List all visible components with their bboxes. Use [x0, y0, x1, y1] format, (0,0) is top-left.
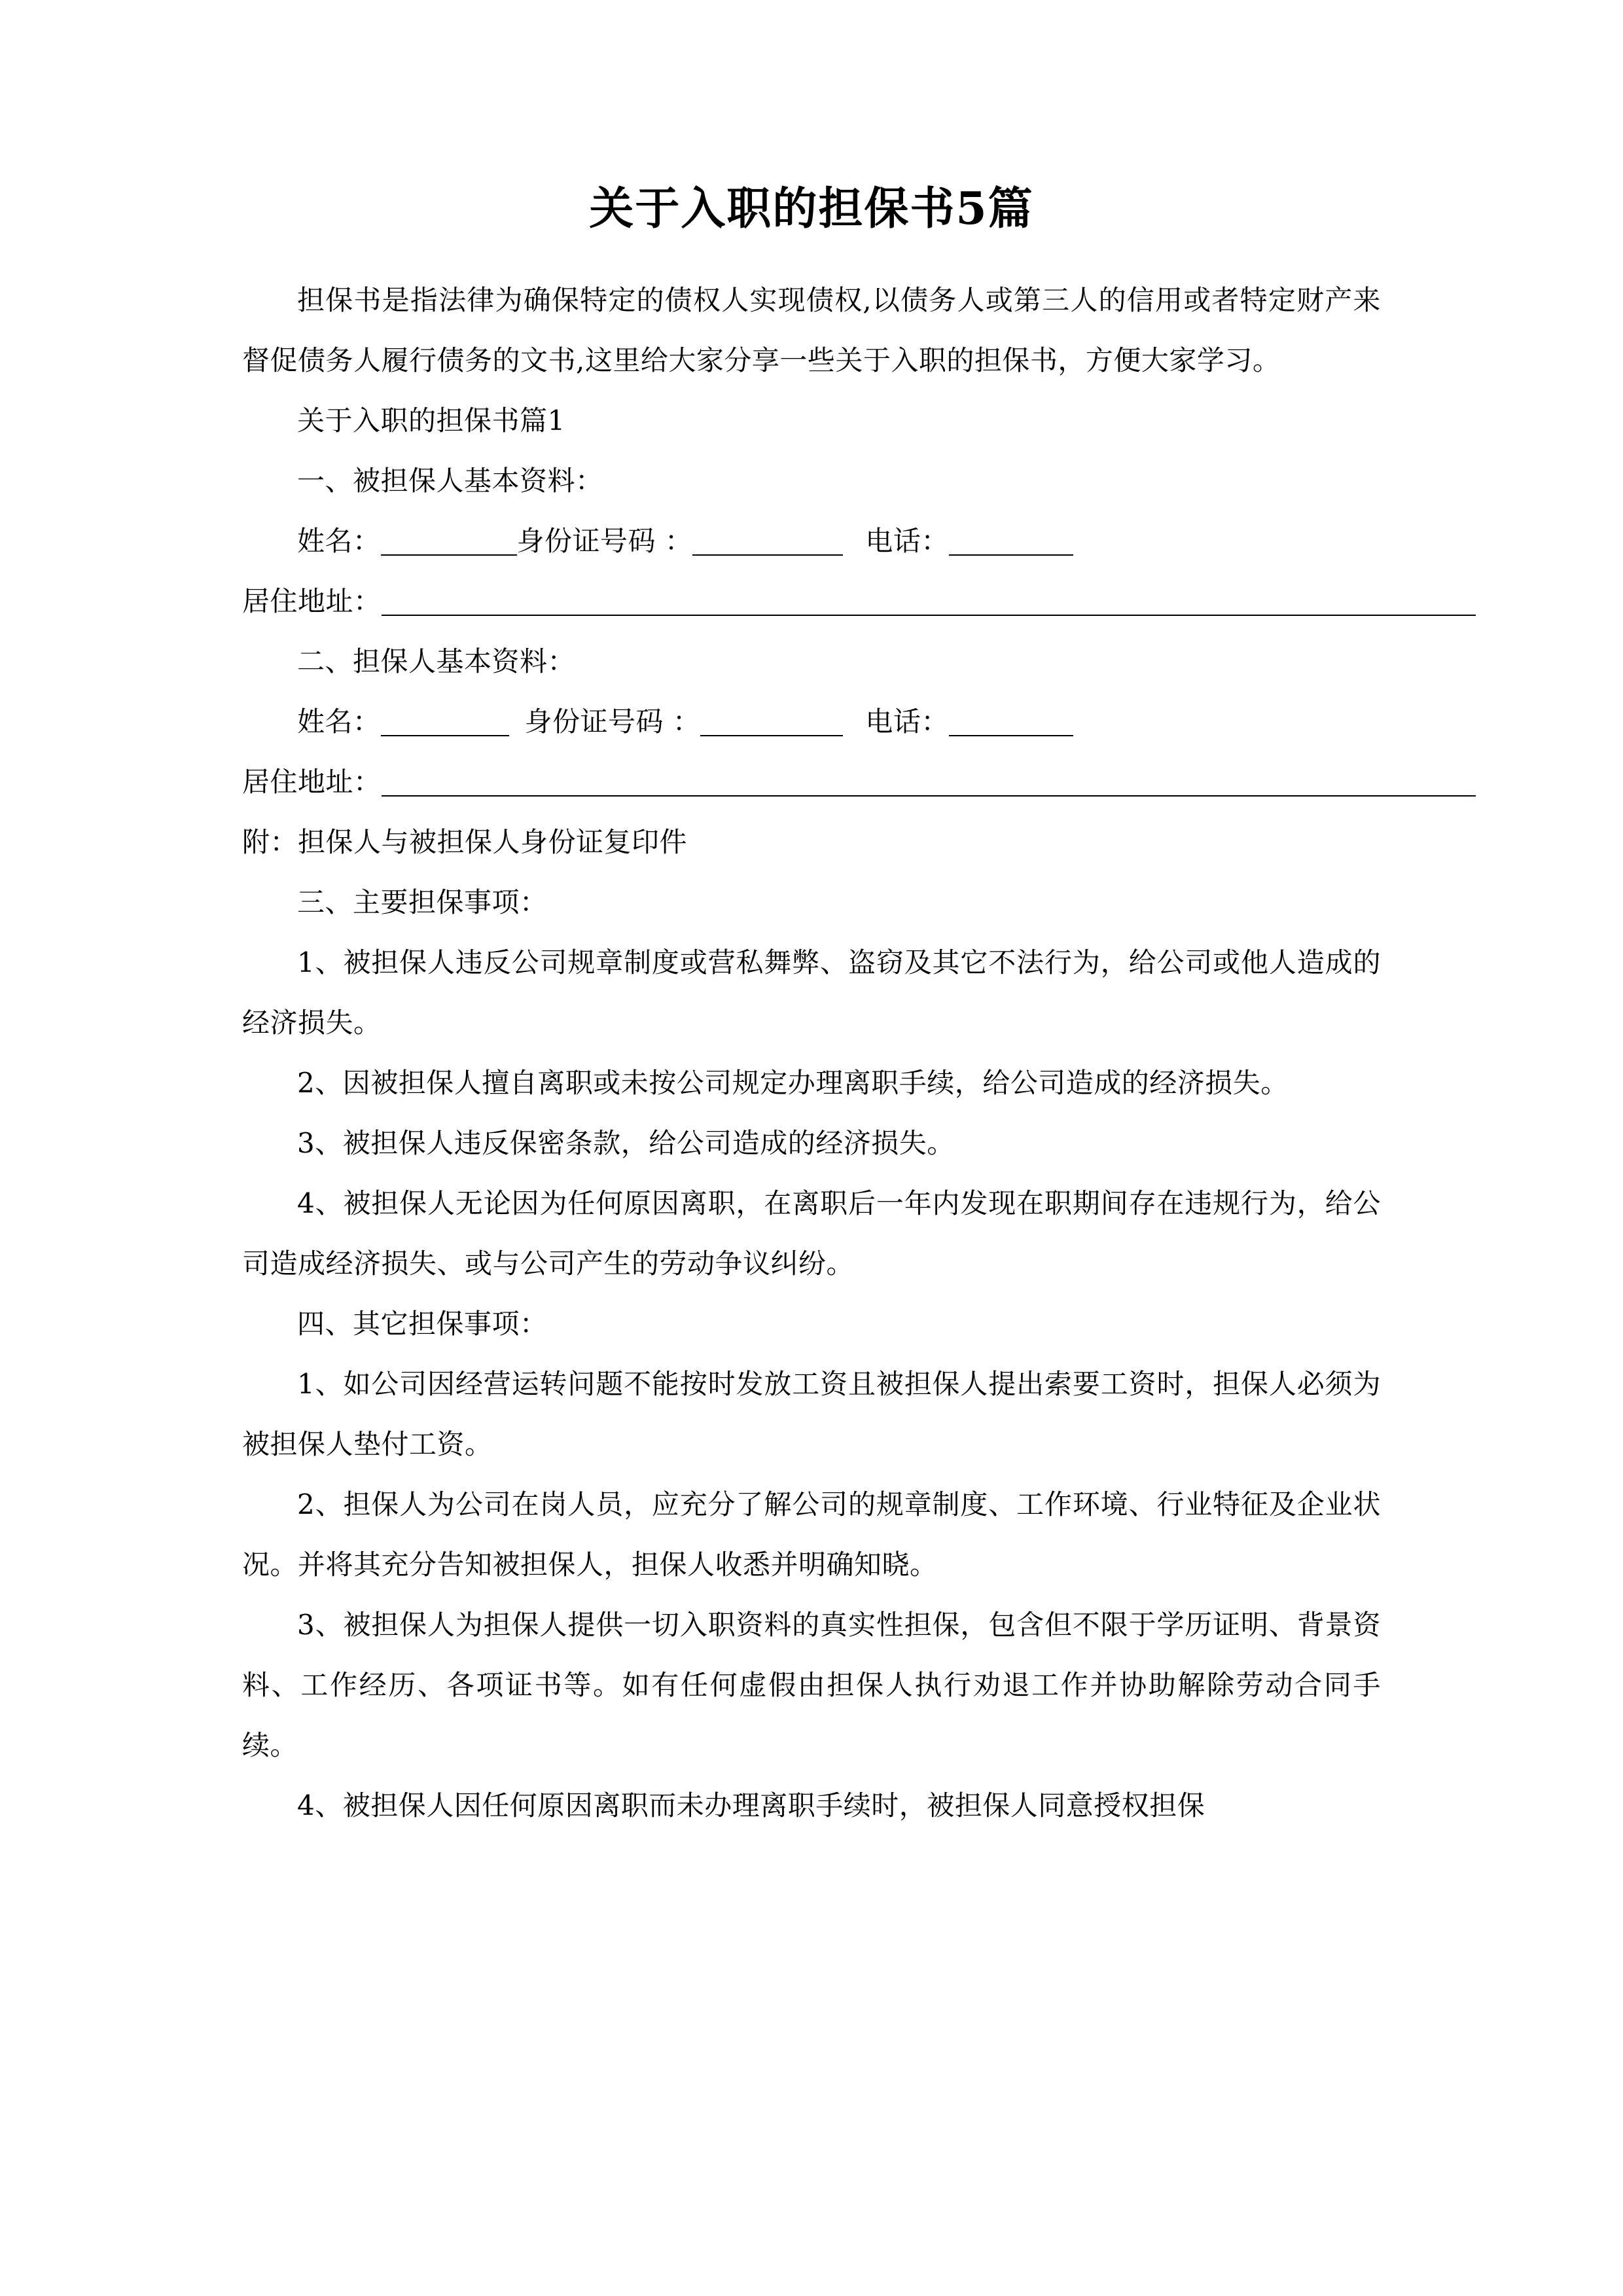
- section-heading-piece-1: 关于入职的担保书篇1: [297, 404, 565, 437]
- part-two-heading: 二、担保人基本资料：: [297, 645, 576, 677]
- input-blank-id-number[interactable]: [692, 526, 843, 556]
- input-blank-name[interactable]: [381, 526, 517, 556]
- form-row-guaranteed-person: [242, 511, 1381, 571]
- label-name: 姓名：: [297, 525, 381, 557]
- part-four-item-1: 1、如公司因经营运转问题不能按时发放工资且被担保人提出索要工资时，担保人必须为被担保人垫付工资。: [242, 1368, 1381, 1460]
- part-one-heading: 一、被担保人基本资料：: [297, 465, 603, 497]
- label-id-number: 身份证号码 ：: [516, 525, 693, 557]
- part-three-item-2: 2、因被担保人擅自离职或未按公司规定办理离职手续，给公司造成的经济损失。: [297, 1067, 1289, 1099]
- input-blank-phone[interactable]: [949, 526, 1073, 556]
- part-three-item-1: 1、被担保人违反公司规章制度或营私舞弊、盗窃及其它不法行为，给公司或他人造成的经济损失。: [242, 946, 1381, 1039]
- input-blank-phone[interactable]: [949, 706, 1073, 736]
- label-phone: 电话：: [865, 525, 949, 557]
- input-blank-id-number[interactable]: [700, 706, 843, 736]
- page-content: [242, 0, 1381, 1836]
- part-four-item-4: 4、被担保人因任何原因离职而未办理离职手续时，被担保人同意授权担保: [297, 1789, 1205, 1821]
- attachment-note: 附：担保人与被担保人身份证复印件: [242, 826, 688, 858]
- part-four-item-2: 2、担保人为公司在岗人员，应充分了解公司的规章制度、工作环境、行业特征及企业状况。并将其充分告知被担保人，担保人收悉并明确知晓。: [242, 1488, 1381, 1581]
- part-four-item-3: 3、被担保人为担保人提供一切入职资料的真实性担保，包含但不限于学历证明、背景资料、工作经历、各项证书等。如有任何虚假由担保人执行劝退工作并协助解除劳动合同手续。: [242, 1609, 1381, 1761]
- part-three-item-4: 4、被担保人无论因为任何原因离职，在离职后一年内发现在职期间存在违规行为，给公司造成经济损失、或与公司产生的劳动争议纠纷。: [242, 1187, 1381, 1280]
- label-name: 姓名：: [297, 706, 381, 738]
- label-address: 居住地址：: [242, 585, 382, 617]
- part-three-heading: 三、主要担保事项：: [297, 886, 548, 918]
- part-four-heading: 四、其它担保事项：: [297, 1308, 548, 1340]
- label-id-number: 身份证号码 ：: [524, 706, 701, 738]
- input-blank-address[interactable]: [382, 766, 1476, 797]
- form-row-guarantor-person: [242, 692, 1381, 752]
- form-row-address-guaranteed: [242, 571, 1381, 632]
- page-title: 关于入职的担保书5篇: [589, 183, 1034, 235]
- input-blank-address[interactable]: [382, 586, 1476, 616]
- part-three-item-3: 3、被担保人违反保密条款，给公司造成的经济损失。: [297, 1127, 955, 1159]
- intro-paragraph: 担保书是指法律为确保特定的债权人实现债权,以债务人或第三人的信用或者特定财产来督促债务人履行债务的文书,这里给大家分享一些关于入职的担保书，方便大家学习。: [242, 284, 1381, 376]
- label-address: 居住地址：: [242, 766, 382, 798]
- label-phone: 电话：: [865, 706, 949, 738]
- input-blank-name[interactable]: [381, 706, 509, 736]
- form-row-address-guarantor: [242, 752, 1381, 812]
